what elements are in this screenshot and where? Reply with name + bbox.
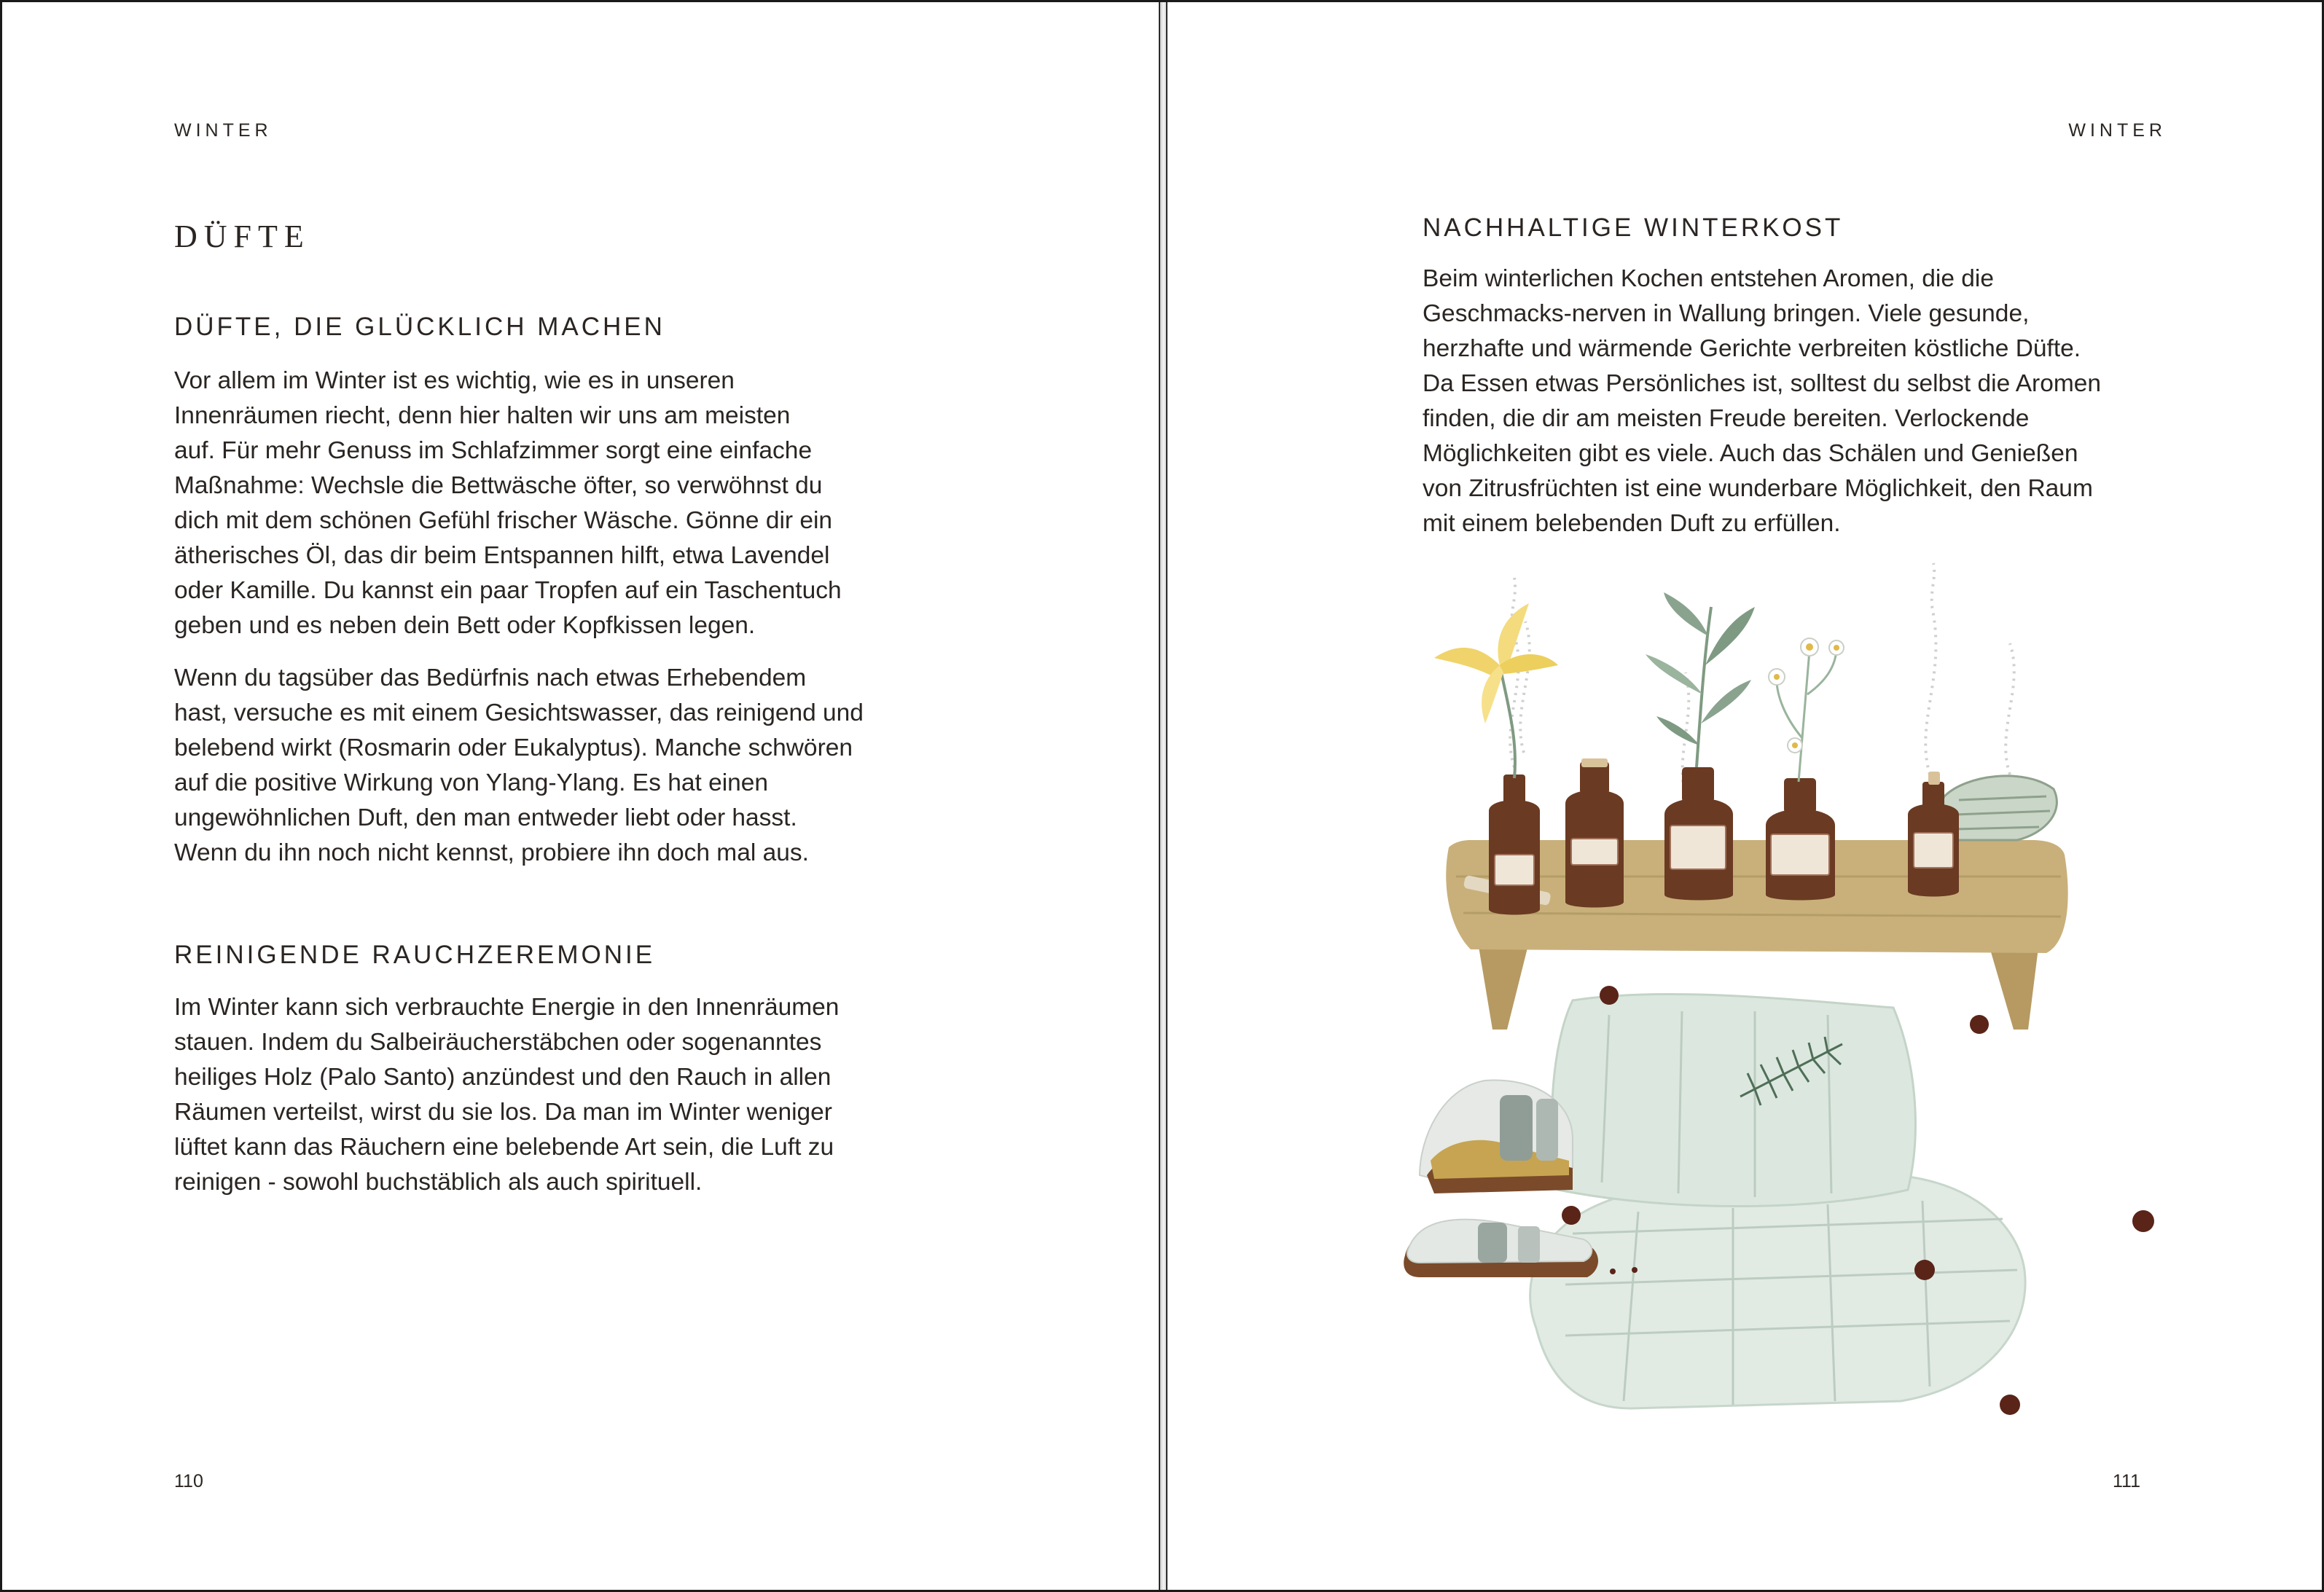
text-line: Maßnahme: Wechsle die Bettwäsche öfter, so verwöhnst du [174,472,823,499]
cork-icon [1581,758,1940,785]
page-number-right: 111 [2112,1471,2140,1491]
yellow-flower-icon [1434,603,1558,778]
paragraph-winterkost [1423,262,2101,541]
text-line: Innenräumen riecht, denn hier halten wir uns am meisten [174,402,791,429]
text-line: heiliges Holz (Palo Santo) anzündest und den Rauch in allen [174,1064,832,1091]
text-line: mit einem belebenden Duft zu erfüllen. [1423,510,1841,537]
text-line: herzhafte und wärmende Gerichte verbreiten köstliche Düfte. [1423,335,2081,362]
left-page [2,2,1159,1590]
text-line: geben und es neben dein Bett oder Kopfkissen legen. [174,612,756,639]
text-line: finden, die dir am meisten Freude bereiten. Verlockende [1423,405,2030,432]
chapter-title: DÜFTE [174,219,310,254]
section-heading-duefte: DÜFTE, DIE GLÜCKLICH MACHEN [174,313,665,341]
pillow-stack-icon [1530,994,2025,1408]
text-line: Geschmacks-nerven in Wallung bringen. Viele gesunde, [1423,300,2030,327]
section-heading-winterkost: NACHHALTIGE WINTERKOST [1423,213,1844,242]
running-head-right: WINTER [2068,120,2167,141]
page-number-left: 110 [174,1471,203,1491]
text-line: Beim winterlichen Kochen entstehen Aromen, die die [1423,265,1994,292]
text-line: Räumen verteilst, wirst du sie los. Da man im Winter weniger [174,1099,832,1126]
paragraph-rauchzeremonie [174,990,839,1200]
text-line: ätherisches Öl, das dir beim Entspannen hilft, etwa Lavendel [174,542,830,569]
text-line: reinigen - sowohl buchstäblich als auch spirituell. [174,1169,703,1196]
text-line: Im Winter kann sich verbrauchte Energie in den Innenräumen [174,994,840,1021]
text-line: Wenn du tagsüber das Bedürfnis nach etwas Erhebendem [174,664,807,691]
text-line: Da Essen etwas Persönliches ist, solltest du selbst die Aromen [1423,370,2101,397]
text-line: Wenn du ihn noch nicht kennst, probiere ihn doch mal aus. [174,839,809,866]
herb-sprig-icon [1646,592,1755,767]
section-heading-rauchzeremonie: REINIGENDE RAUCHZEREMONIE [174,941,656,969]
book-gutter [1159,2,1167,1590]
text-line: belebend wirkt (Rosmarin oder Eukalyptus). Manche schwören [174,734,853,761]
text-line: stauen. Indem du Salbeiräucherstäbchen oder sogenanntes [174,1029,822,1056]
text-line: lüftet kann das Räuchern eine belebende Art sein, die Luft zu [174,1134,834,1161]
text-line: oder Kamille. Du kannst ein paar Tropfen auf ein Taschentuch [174,577,842,604]
text-line: Vor allem im Winter ist es wichtig, wie es in unseren [174,367,735,394]
text-line: dich mit dem schönen Gefühl frischer Wäsche. Gönne dir ein [174,507,833,534]
paragraph-duefte-2 [174,661,864,871]
paragraph-duefte-1 [174,364,842,643]
text-line: auf. Für mehr Genuss im Schlafzimmer sorgt eine einfache [174,437,813,464]
running-head-left: WINTER [174,120,273,141]
text-line: ungewöhnlichen Duft, den man entweder liebt oder hasst. [174,804,797,831]
text-line: von Zitrusfrüchten ist eine wunderbare Möglichkeit, den Raum [1423,475,2093,502]
text-line: auf die positive Wirkung von Ylang-Ylang. Es hat einen [174,769,769,796]
text-line: Möglichkeiten gibt es viele. Auch das Schälen und Genießen [1423,440,2078,467]
winter-scents-illustration [1390,534,2178,1445]
text-line: hast, versuche es mit einem Gesichtswasser, das reinigend und [174,699,864,726]
daisy-icon [1769,638,1844,782]
